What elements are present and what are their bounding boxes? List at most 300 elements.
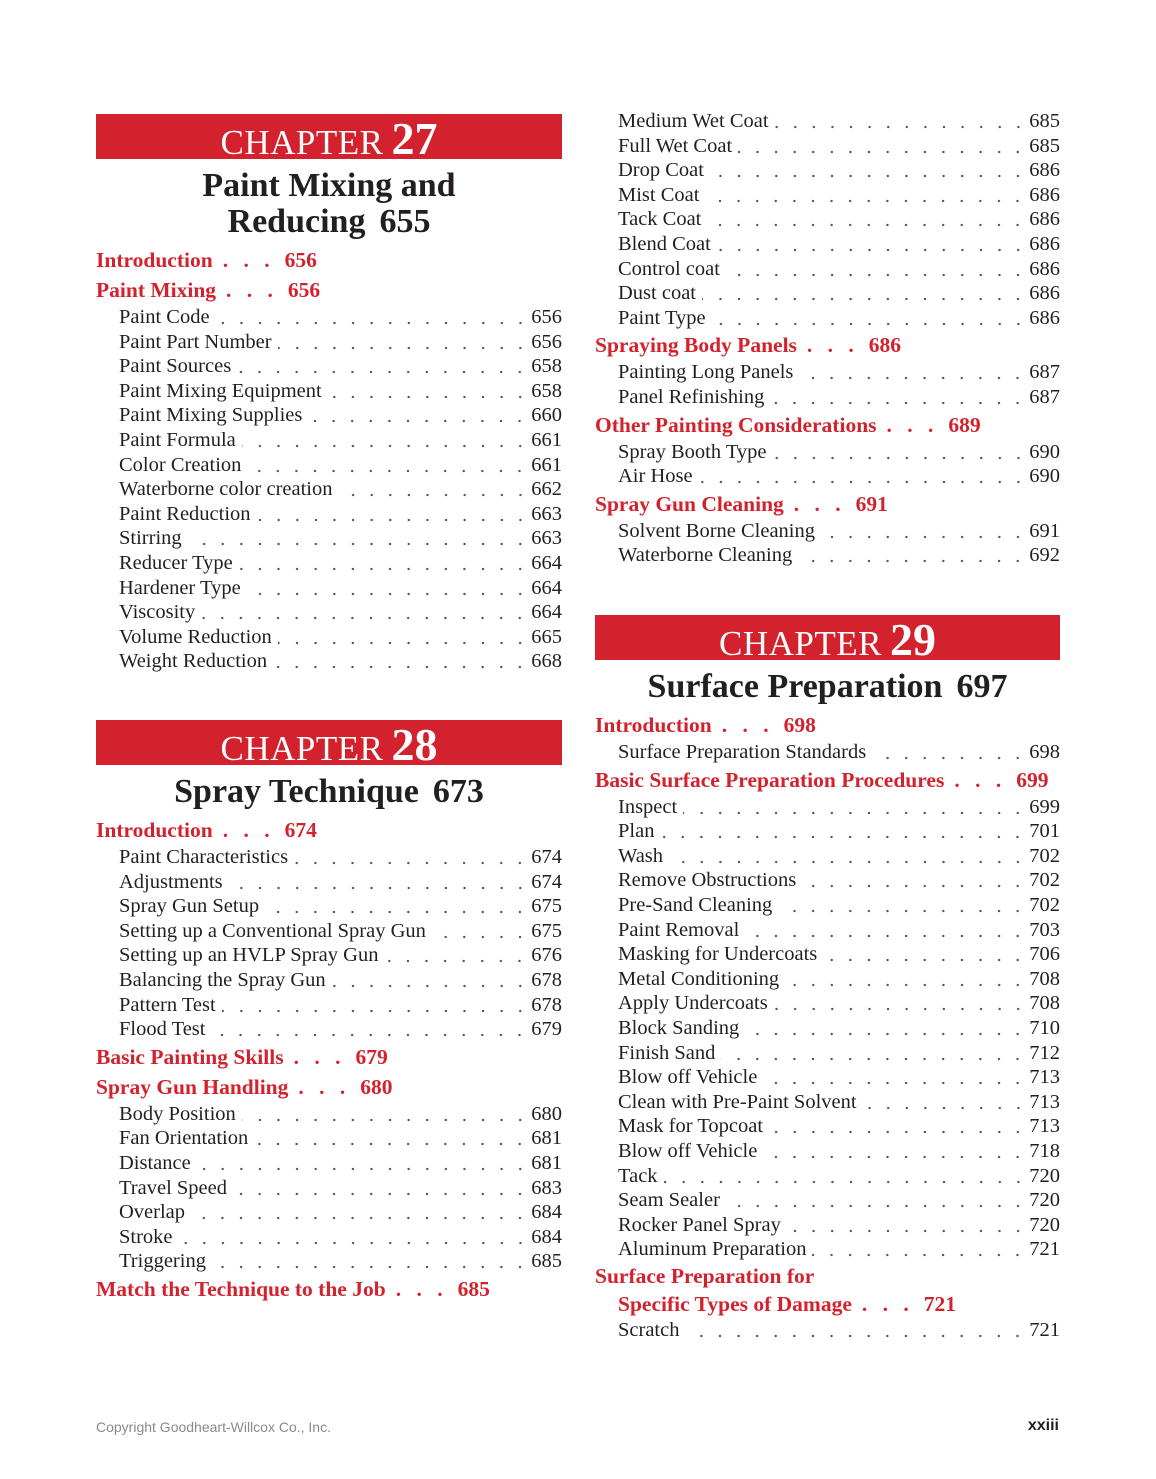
entry-page: 658 bbox=[531, 379, 562, 402]
entry-page: 656 bbox=[531, 330, 562, 353]
toc-entry[interactable] bbox=[96, 330, 562, 355]
dot-leader bbox=[775, 109, 1028, 134]
section-label: Spray Gun Cleaning bbox=[595, 491, 784, 516]
dot-leader bbox=[332, 968, 530, 993]
toc-section-link[interactable] bbox=[595, 710, 1060, 740]
entry-page: 676 bbox=[531, 944, 562, 967]
chapter-title-line bbox=[96, 204, 562, 240]
toc-section-link[interactable] bbox=[595, 1262, 1060, 1318]
toc-entry[interactable] bbox=[595, 918, 1060, 943]
entry-page: 702 bbox=[1029, 844, 1060, 867]
dot-leader bbox=[191, 1200, 529, 1225]
entry-page: 681 bbox=[531, 1151, 562, 1174]
toc-entry[interactable] bbox=[595, 1188, 1060, 1213]
dot-leader bbox=[726, 257, 1027, 282]
entry-label: Travel Speed bbox=[119, 1176, 227, 1199]
section-label: Paint Mixing bbox=[96, 278, 217, 302]
entry-label: Panel Refinishing bbox=[618, 385, 765, 408]
toc-entry[interactable] bbox=[96, 379, 562, 404]
chapter-title-line bbox=[96, 774, 562, 810]
dot-leader bbox=[787, 1213, 1027, 1238]
entry-label: Hardener Type bbox=[119, 576, 241, 599]
toc-section-link[interactable] bbox=[96, 275, 562, 305]
dot-leader bbox=[812, 1237, 1027, 1262]
entry-label: Paint Type bbox=[618, 306, 706, 329]
toc-block-chapter-29 bbox=[595, 615, 1060, 1342]
dot-leader bbox=[273, 649, 529, 674]
entry-label: Masking for Undercoats bbox=[618, 943, 818, 966]
dot-leader bbox=[770, 385, 1027, 410]
chapter-title-line bbox=[595, 669, 1060, 705]
toc-entry[interactable] bbox=[96, 1249, 562, 1274]
dot-leader bbox=[785, 967, 1027, 992]
entry-page: 686 bbox=[1029, 282, 1060, 305]
dot-leader bbox=[799, 360, 1027, 385]
dot-leader bbox=[726, 1188, 1027, 1213]
section-label: Spray Gun Handling bbox=[96, 1074, 289, 1099]
section-label: Introduction bbox=[96, 818, 213, 842]
section-leader: . . . bbox=[954, 767, 1007, 792]
toc-entry[interactable] bbox=[595, 109, 1060, 134]
entry-page: 718 bbox=[1029, 1139, 1060, 1162]
entry-label: Paint Sources bbox=[119, 355, 232, 378]
dot-leader bbox=[257, 502, 530, 527]
toc-section-link[interactable] bbox=[595, 489, 1060, 519]
dot-leader bbox=[212, 1249, 529, 1274]
section-leader: . . . bbox=[886, 412, 939, 437]
entry-label: Wash bbox=[618, 844, 664, 867]
entry-label: Setting up a Conventional Spray Gun bbox=[119, 919, 426, 942]
dot-leader bbox=[798, 543, 1027, 568]
chapter-title bbox=[96, 774, 562, 810]
toc-block-chapter-28-continued bbox=[595, 109, 1060, 568]
toc-entry[interactable] bbox=[595, 1318, 1060, 1343]
dot-leader bbox=[745, 918, 1027, 943]
dot-leader bbox=[201, 600, 529, 625]
toc-entry[interactable] bbox=[96, 354, 562, 379]
toc-section-link[interactable] bbox=[96, 1072, 562, 1102]
entry-label: Dust coat bbox=[618, 282, 696, 305]
section-page: 685 bbox=[457, 1276, 490, 1301]
dot-leader bbox=[294, 845, 529, 870]
entry-label: Triggering bbox=[119, 1250, 206, 1273]
entry-page: 685 bbox=[1029, 110, 1060, 132]
section-page: 656 bbox=[287, 278, 321, 302]
entry-page: 664 bbox=[531, 601, 562, 624]
dot-leader bbox=[707, 207, 1027, 232]
toc-entry[interactable] bbox=[96, 403, 562, 428]
dot-leader bbox=[222, 993, 530, 1018]
toc-entry[interactable] bbox=[595, 991, 1060, 1016]
toc-entry[interactable] bbox=[595, 1016, 1060, 1041]
toc-entry[interactable] bbox=[595, 942, 1060, 967]
dot-leader bbox=[278, 625, 529, 650]
chapter-title bbox=[96, 168, 562, 240]
chapter-page: 697 bbox=[956, 668, 1008, 705]
entry-page: 721 bbox=[1029, 1238, 1060, 1261]
toc-entry[interactable] bbox=[595, 1139, 1060, 1164]
toc-entry[interactable] bbox=[96, 502, 562, 527]
chapter-number: 28 bbox=[391, 719, 438, 770]
entry-page: 686 bbox=[1029, 183, 1060, 206]
section-page: 686 bbox=[868, 333, 902, 358]
chapter-banner bbox=[96, 719, 562, 770]
toc-entry[interactable] bbox=[96, 625, 562, 650]
toc-entry[interactable] bbox=[595, 1237, 1060, 1262]
toc-entry[interactable] bbox=[595, 844, 1060, 869]
chapter-word: CHAPTER bbox=[220, 729, 384, 768]
entry-page: 684 bbox=[531, 1225, 562, 1248]
entry-label: Pre-Sand Cleaning bbox=[618, 893, 773, 916]
dot-leader bbox=[774, 991, 1028, 1016]
chapter-title bbox=[595, 669, 1060, 705]
toc-section-link[interactable] bbox=[595, 765, 1060, 795]
entry-label: Spray Booth Type bbox=[618, 440, 767, 463]
entry-page: 690 bbox=[1029, 440, 1060, 463]
dot-leader bbox=[710, 158, 1027, 183]
toc-entry[interactable] bbox=[595, 1090, 1060, 1115]
section-leader: . . . bbox=[861, 1291, 914, 1316]
entry-page: 710 bbox=[1029, 1016, 1060, 1039]
chapter-title-text: Reducing bbox=[227, 203, 366, 240]
entry-label: Drop Coat bbox=[618, 159, 704, 182]
dot-leader bbox=[179, 1225, 530, 1250]
entry-label: Mask for Topcoat bbox=[618, 1115, 764, 1138]
toc-block-chapter-27 bbox=[96, 114, 562, 674]
section-label: Match the Technique to the Job bbox=[96, 1276, 386, 1301]
entry-label: Paint Code bbox=[119, 306, 210, 328]
copyright-notice: Copyright Goodheart-Willcox Co., Inc. bbox=[96, 1419, 331, 1435]
entry-label: Weight Reduction bbox=[119, 650, 268, 673]
entry-page: 656 bbox=[531, 306, 562, 328]
entry-label: Apply Undercoats bbox=[618, 992, 768, 1015]
toc-entry[interactable] bbox=[96, 1200, 562, 1225]
entry-page: 720 bbox=[1029, 1164, 1060, 1187]
entry-label: Adjustments bbox=[119, 870, 223, 893]
dot-leader bbox=[247, 576, 530, 601]
entry-page: 713 bbox=[1029, 1115, 1060, 1138]
entry-page: 660 bbox=[531, 404, 562, 427]
entry-label: Body Position bbox=[119, 1102, 236, 1125]
toc-entry[interactable] bbox=[96, 526, 562, 551]
toc-entry[interactable] bbox=[96, 993, 562, 1018]
entry-page: 685 bbox=[1029, 134, 1060, 157]
section-page: 691 bbox=[855, 491, 888, 516]
entry-page: 662 bbox=[531, 478, 562, 501]
entry-page: 686 bbox=[1029, 232, 1060, 255]
dot-leader bbox=[660, 819, 1027, 844]
dot-leader bbox=[278, 330, 530, 355]
toc-section-link[interactable] bbox=[595, 330, 1060, 360]
entry-page: 702 bbox=[1029, 893, 1060, 916]
section-label: Introduction bbox=[595, 713, 712, 737]
toc-entry[interactable] bbox=[595, 1213, 1060, 1238]
entry-page: 720 bbox=[1029, 1189, 1060, 1212]
entry-page: 686 bbox=[1029, 257, 1060, 280]
dot-leader bbox=[705, 183, 1027, 208]
entry-label: Control coat bbox=[618, 257, 720, 280]
dot-leader bbox=[763, 1065, 1027, 1090]
toc-entry[interactable] bbox=[96, 1176, 562, 1201]
entry-page: 665 bbox=[531, 625, 562, 648]
entry-label: Distance bbox=[119, 1151, 191, 1174]
dot-leader bbox=[872, 740, 1027, 765]
toc-entry[interactable] bbox=[595, 183, 1060, 208]
dot-leader bbox=[683, 795, 1027, 820]
toc-entry[interactable] bbox=[96, 870, 562, 895]
entry-page: 712 bbox=[1029, 1041, 1060, 1064]
entry-label: Seam Sealer bbox=[618, 1189, 720, 1212]
toc-entry[interactable] bbox=[595, 464, 1060, 489]
section-page: 674 bbox=[284, 818, 317, 842]
toc-entry[interactable] bbox=[595, 232, 1060, 257]
entry-label: Finish Sand bbox=[618, 1041, 716, 1064]
entry-label: Medium Wet Coat bbox=[618, 110, 769, 132]
dot-leader bbox=[384, 943, 529, 968]
entry-label: Surface Preparation Standards bbox=[618, 741, 867, 763]
entry-page: 663 bbox=[531, 502, 562, 525]
toc-entry[interactable] bbox=[595, 158, 1060, 183]
dot-leader bbox=[702, 281, 1027, 306]
section-page: 721 bbox=[923, 1291, 957, 1316]
section-leader: . . . bbox=[293, 1044, 346, 1069]
section-leader: . . . bbox=[806, 333, 859, 358]
toc-entry[interactable] bbox=[96, 1017, 562, 1042]
entry-label: Paint Reduction bbox=[119, 502, 251, 525]
entry-page: 679 bbox=[531, 1018, 562, 1041]
dot-leader bbox=[265, 894, 529, 919]
toc-entry[interactable] bbox=[96, 600, 562, 625]
entry-label: Blend Coat bbox=[618, 232, 711, 255]
section-label: Introduction bbox=[96, 248, 213, 272]
entry-label: Block Sanding bbox=[618, 1016, 740, 1039]
entry-label: Blow off Vehicle bbox=[618, 1139, 758, 1162]
chapter-banner bbox=[96, 113, 562, 164]
section-leader: . . . bbox=[793, 491, 846, 516]
entry-page: 681 bbox=[531, 1127, 562, 1150]
entry-page: 663 bbox=[531, 527, 562, 550]
section-leader: . . . bbox=[226, 278, 278, 302]
entry-page: 708 bbox=[1029, 967, 1060, 990]
toc-entry[interactable] bbox=[96, 477, 562, 502]
toc-entry[interactable] bbox=[595, 519, 1060, 544]
toc-entry[interactable] bbox=[595, 740, 1060, 765]
dot-leader bbox=[773, 440, 1028, 465]
dot-leader bbox=[339, 477, 530, 502]
entry-label: Tack bbox=[618, 1164, 658, 1187]
toc-entry[interactable] bbox=[595, 1065, 1060, 1090]
chapter-page: 655 bbox=[379, 203, 431, 240]
dot-leader bbox=[778, 893, 1027, 918]
entry-page: 684 bbox=[531, 1201, 562, 1224]
entry-page: 678 bbox=[531, 968, 562, 991]
toc-entry[interactable] bbox=[96, 1225, 562, 1250]
section-page: 680 bbox=[360, 1074, 393, 1099]
toc-entry[interactable] bbox=[595, 440, 1060, 465]
entry-label: Mist Coat bbox=[618, 183, 700, 206]
section-page: 679 bbox=[355, 1044, 388, 1069]
entry-page: 674 bbox=[531, 870, 562, 893]
entry-label: Paint Part Number bbox=[119, 330, 272, 353]
entry-page: 675 bbox=[531, 895, 562, 918]
toc-entry[interactable] bbox=[595, 893, 1060, 918]
entry-page: 692 bbox=[1029, 544, 1060, 567]
dot-leader bbox=[738, 134, 1027, 159]
toc-entry[interactable] bbox=[595, 795, 1060, 820]
toc-block-chapter-28 bbox=[96, 720, 562, 1304]
entry-page: 713 bbox=[1029, 1066, 1060, 1089]
toc-entry[interactable] bbox=[595, 306, 1060, 331]
entry-page: 703 bbox=[1029, 918, 1060, 941]
toc-entry[interactable] bbox=[96, 1102, 562, 1127]
section-leader: . . . bbox=[721, 713, 774, 737]
entry-label: Paint Mixing Equipment bbox=[119, 379, 322, 402]
section-label: Other Painting Considerations bbox=[595, 412, 877, 437]
entry-page: 690 bbox=[1029, 465, 1060, 488]
toc-entry[interactable] bbox=[96, 551, 562, 576]
entry-page: 664 bbox=[531, 551, 562, 574]
entry-label: Waterborne color creation bbox=[119, 478, 333, 501]
entry-label: Color Creation bbox=[119, 453, 242, 476]
entry-label: Paint Characteristics bbox=[119, 846, 289, 868]
toc-entry[interactable] bbox=[595, 543, 1060, 568]
dot-leader bbox=[821, 519, 1027, 544]
section-label: Specific Types of Damage bbox=[618, 1291, 852, 1316]
entry-label: Aluminum Preparation bbox=[618, 1238, 807, 1261]
dot-leader bbox=[721, 1041, 1027, 1066]
entry-label: Remove Obstructions bbox=[618, 869, 797, 892]
entry-label: Stirring bbox=[119, 527, 182, 550]
chapter-banner bbox=[595, 614, 1060, 665]
dot-leader bbox=[717, 232, 1027, 257]
toc-entry[interactable] bbox=[595, 967, 1060, 992]
entry-page: 686 bbox=[1029, 306, 1060, 329]
toc-entry[interactable] bbox=[595, 207, 1060, 232]
section-page: 689 bbox=[948, 412, 981, 437]
entry-page: 699 bbox=[1029, 795, 1060, 818]
toc-entry[interactable] bbox=[595, 1041, 1060, 1066]
entry-page: 708 bbox=[1029, 992, 1060, 1015]
dot-leader bbox=[745, 1016, 1027, 1041]
toc-section-link[interactable] bbox=[96, 1274, 562, 1304]
toc-entry[interactable] bbox=[96, 453, 562, 478]
section-label-line: Surface Preparation for bbox=[595, 1263, 815, 1288]
toc-section-link[interactable] bbox=[96, 1042, 562, 1072]
dot-leader bbox=[229, 870, 530, 895]
entry-page: 680 bbox=[531, 1102, 562, 1125]
entry-page: 685 bbox=[531, 1250, 562, 1273]
section-label-line-2 bbox=[595, 1290, 1060, 1318]
toc-entry[interactable] bbox=[96, 649, 562, 674]
dot-leader bbox=[242, 1102, 529, 1127]
section-page: 699 bbox=[1016, 767, 1049, 792]
dot-leader bbox=[685, 1318, 1027, 1343]
entry-page: 683 bbox=[531, 1176, 562, 1199]
section-page: 656 bbox=[284, 248, 317, 272]
section-leader: . . . bbox=[222, 818, 275, 842]
toc-entry[interactable] bbox=[595, 360, 1060, 385]
toc-entry[interactable] bbox=[595, 1114, 1060, 1139]
entry-label: Paint Formula bbox=[119, 428, 236, 451]
entry-label: Full Wet Coat bbox=[618, 134, 733, 157]
entry-label: Waterborne Cleaning bbox=[618, 544, 793, 567]
entry-label: Volume Reduction bbox=[119, 625, 272, 648]
entry-label: Overlap bbox=[119, 1201, 186, 1224]
entry-page: 691 bbox=[1029, 519, 1060, 542]
toc-entry[interactable] bbox=[595, 868, 1060, 893]
entry-label: Scratch bbox=[618, 1318, 680, 1341]
entry-page: 675 bbox=[531, 919, 562, 942]
toc-entry[interactable] bbox=[595, 134, 1060, 159]
dot-leader bbox=[211, 1017, 529, 1042]
toc-entry[interactable] bbox=[96, 1151, 562, 1176]
toc-entry[interactable] bbox=[595, 281, 1060, 306]
toc-entry[interactable] bbox=[595, 385, 1060, 410]
chapter-page: 673 bbox=[432, 773, 484, 810]
chapter-title-text: Spray Technique bbox=[174, 773, 419, 810]
chapter-title-text: Surface Preparation bbox=[647, 668, 943, 705]
toc-entry[interactable] bbox=[595, 819, 1060, 844]
entry-label: Rocker Panel Spray bbox=[618, 1213, 781, 1236]
entry-page: 720 bbox=[1029, 1213, 1060, 1236]
entry-label: Air Hose bbox=[618, 465, 693, 488]
section-label: Basic Painting Skills bbox=[96, 1044, 284, 1069]
entry-label: Balancing the Spray Gun bbox=[119, 968, 326, 991]
toc-entry[interactable] bbox=[595, 257, 1060, 282]
toc-entry[interactable] bbox=[96, 943, 562, 968]
entry-page: 661 bbox=[531, 453, 562, 476]
chapter-number: 29 bbox=[889, 614, 936, 665]
toc-section-link[interactable] bbox=[96, 815, 562, 845]
section-label: Basic Surface Preparation Procedures bbox=[595, 767, 945, 792]
section-label: Spraying Body Panels bbox=[595, 333, 797, 358]
entry-label: Metal Conditioning bbox=[618, 967, 780, 990]
entry-label: Clean with Pre-Paint Solvent bbox=[618, 1090, 857, 1113]
dot-leader bbox=[664, 1164, 1028, 1189]
toc-entry[interactable] bbox=[96, 894, 562, 919]
toc-entry[interactable] bbox=[96, 968, 562, 993]
toc-entry[interactable] bbox=[96, 1126, 562, 1151]
toc-section-link[interactable] bbox=[96, 245, 562, 275]
dot-leader bbox=[712, 306, 1028, 331]
toc-entry[interactable] bbox=[96, 305, 562, 330]
dot-leader bbox=[823, 942, 1027, 967]
entry-page: 661 bbox=[531, 428, 562, 451]
entry-page: 686 bbox=[1029, 159, 1060, 182]
entry-page: 678 bbox=[531, 993, 562, 1016]
toc-entry[interactable] bbox=[96, 428, 562, 453]
entry-page: 686 bbox=[1029, 208, 1060, 231]
dot-leader bbox=[254, 1126, 529, 1151]
toc-entry[interactable] bbox=[96, 576, 562, 601]
dot-leader bbox=[237, 354, 529, 379]
toc-section-link[interactable] bbox=[595, 410, 1060, 440]
entry-label: Painting Long Panels bbox=[618, 361, 794, 384]
toc-entry[interactable] bbox=[595, 1164, 1060, 1189]
entry-label: Tack Coat bbox=[618, 208, 702, 231]
entry-label: Blow off Vehicle bbox=[618, 1066, 758, 1089]
toc-entry[interactable] bbox=[96, 919, 562, 944]
section-page: 698 bbox=[783, 713, 816, 737]
entry-page: 668 bbox=[531, 650, 562, 673]
dot-leader bbox=[432, 919, 529, 944]
chapter-number: 27 bbox=[391, 113, 438, 164]
entry-label: Paint Mixing Supplies bbox=[119, 404, 303, 427]
dot-leader bbox=[669, 844, 1027, 869]
entry-page: 713 bbox=[1029, 1090, 1060, 1113]
toc-entry[interactable] bbox=[96, 845, 562, 870]
entry-label: Setting up an HVLP Spray Gun bbox=[119, 944, 379, 967]
